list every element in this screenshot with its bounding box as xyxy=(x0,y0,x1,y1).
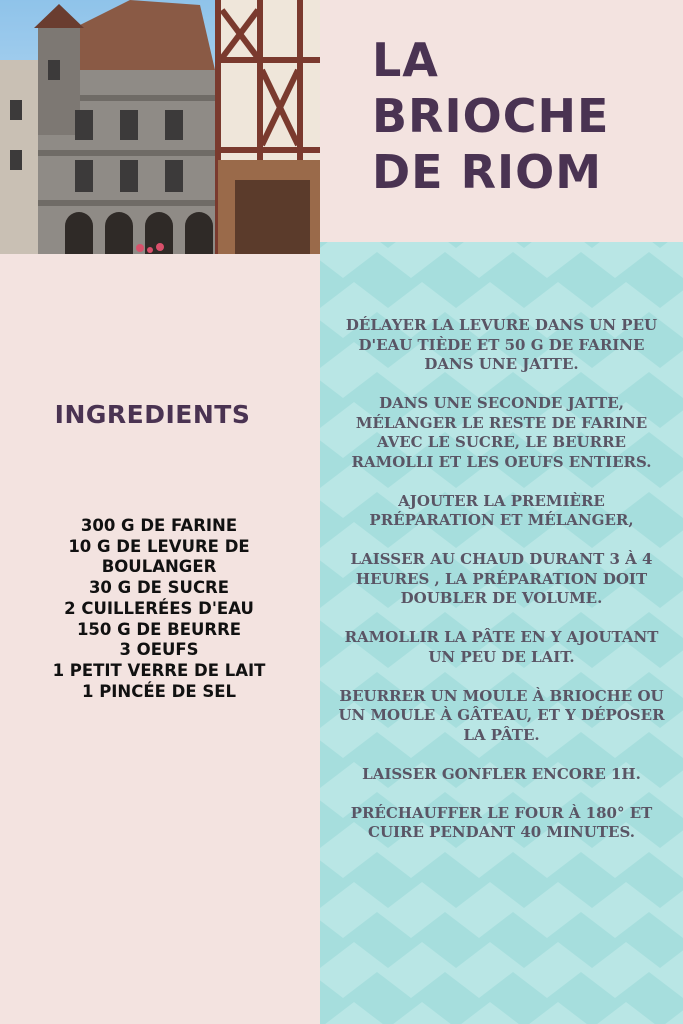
riom-town-photo xyxy=(0,0,320,254)
step-line: BEURRER UN MOULE À BRIOCHE OU xyxy=(339,686,664,705)
steps-list xyxy=(320,242,683,843)
step-line: AVEC LE SUCRE, LE BEURRE xyxy=(377,433,626,451)
zigzag-band xyxy=(320,942,683,998)
step-line: D'EAU TIÈDE ET 50 G DE FARINE xyxy=(358,335,645,354)
ingredients-list xyxy=(0,516,318,702)
step-line: DÉLAYER LA LEVURE DANS UN PEU xyxy=(345,316,658,334)
title-line: BRIOCHE xyxy=(372,89,610,143)
ingredient-item: 2 CUILLERÉES D'EAU xyxy=(64,598,254,618)
title-block xyxy=(320,0,683,242)
step-item xyxy=(320,687,683,746)
step-item xyxy=(320,628,683,667)
zigzag-band xyxy=(320,1002,683,1024)
ingredient-item: 3 OEUFS xyxy=(119,640,199,660)
step-line: LA PÂTE. xyxy=(463,725,540,744)
ingredient-item: BOULANGER xyxy=(101,557,217,577)
step-line: LAISSER GONFLER ENCORE 1H. xyxy=(362,764,641,783)
step-line: UN PEU DE LAIT. xyxy=(428,647,575,666)
ingredients-heading: INGREDIENTS xyxy=(54,400,251,429)
step-item xyxy=(320,550,683,609)
step-item xyxy=(320,394,683,472)
title-line: DE RIOM xyxy=(372,145,603,199)
step-line: PRÉPARATION ET MÉLANGER, xyxy=(369,511,634,529)
step-item xyxy=(320,492,683,531)
step-line: PRÉCHAUFFER LE FOUR À 180° ET xyxy=(350,803,653,822)
step-line: DOUBLER DE VOLUME. xyxy=(400,589,603,607)
ingredient-item: 10 G DE LEVURE DE xyxy=(68,536,250,556)
ingredient-item: 150 G DE BEURRE xyxy=(76,619,242,639)
step-line: MÉLANGER LE RESTE DE FARINE xyxy=(355,413,648,432)
step-line: DANS UNE SECONDE JATTE, xyxy=(379,394,624,412)
step-line: HEURES , LA PRÉPARATION DOIT xyxy=(355,569,648,588)
zigzag-band xyxy=(320,882,683,938)
page-title xyxy=(372,32,609,200)
step-item xyxy=(320,804,683,843)
step-line: AJOUTER LA PREMIÈRE xyxy=(398,491,605,510)
step-item xyxy=(320,765,683,785)
step-line: DANS UNE JATTE. xyxy=(424,355,579,373)
ingredient-item: 1 PINCÉE DE SEL xyxy=(81,681,237,701)
step-line: RAMOLLIR LA PÂTE EN Y AJOUTANT xyxy=(344,628,659,646)
step-line: LAISSER AU CHAUD DURANT 3 À 4 xyxy=(350,550,653,568)
title-line: LA xyxy=(372,33,439,87)
step-line: RAMOLLI ET LES OEUFS ENTIERS. xyxy=(351,452,652,471)
step-line: UN MOULE À GÂTEAU, ET Y DÉPOSER xyxy=(338,706,665,724)
steps-panel xyxy=(320,242,683,1024)
ingredient-item: 30 G DE SUCRE xyxy=(88,578,230,598)
step-item xyxy=(320,316,683,375)
step-line: CUIRE PENDANT 40 MINUTES. xyxy=(368,823,635,841)
riom-town-square-photo-icon xyxy=(0,0,320,254)
ingredient-item: 1 PETIT VERRE DE LAIT xyxy=(52,660,266,680)
ingredient-item: 300 G DE FARINE xyxy=(80,516,238,535)
